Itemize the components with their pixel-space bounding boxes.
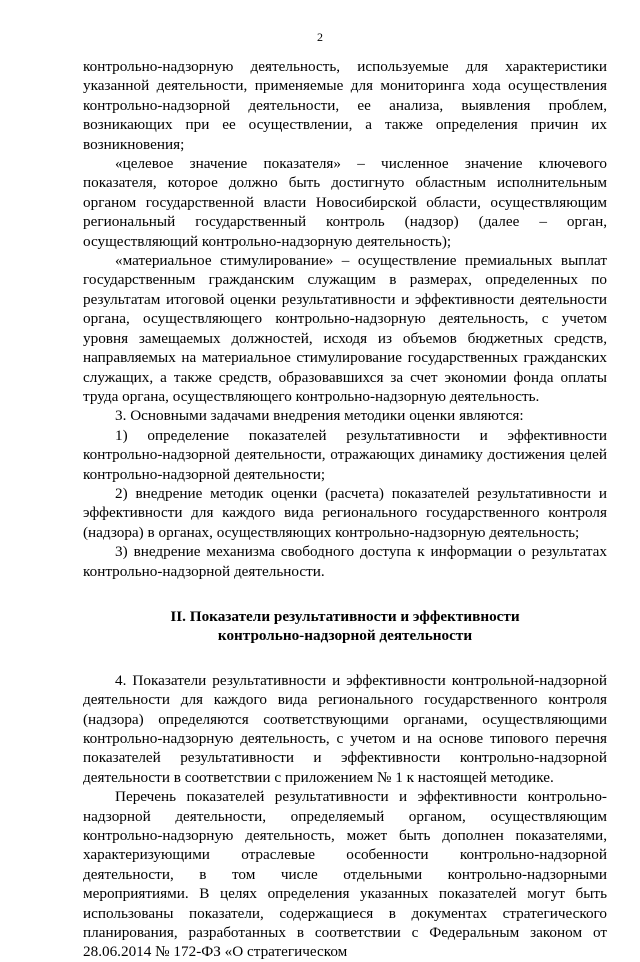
body-text <box>83 57 607 962</box>
paragraph-list-extension: Перечень показателей результативности и эффективности контрольно-надзорной деятельности, определяемый органом, осуществляющим контрольно-надзорную деятельность, может быть дополнен показателями, характеризующими отраслевые особенности контрольно-надзорной деятельности, в том числе отдельными контрольно-надзорными мероприятиями. В целях определения указанных показателей могут быть использованы показатели, содержащиеся в документах стратегического планирования, разработанных в соответствии с Федеральным законом от 28.06.2014 № 172-ФЗ «О стратегическом <box>83 788 607 961</box>
paragraph-item-4: 4. Показатели результативности и эффективности контрольной-надзорной деятельности для каждого вида регионального государственного контроля (надзора) определяются соответствующими органами, осуществляющими контрольно-надзорную деятельность, с учетом и на основе типового перечня показателей результативности и эффективности контрольно-надзорной деятельности в соответствии с приложением № 1 к настоящей методике. <box>83 671 607 786</box>
paragraph-material-incentive-definition: «материальное стимулирование» – осуществление премиальных выплат государственным гражданским служащим в размерах, определенных по результатам итоговой оценки результативности и эффективности деятельности органа, осуществляющего контрольно-надзорную деятельность, с учетом уровня замещаемых должностей, исходя из объемов бюджетных средств, направляемых на материальное стимулирование государственных гражданских служащих, а также средств, образовавшихся за счет экономии фонда оплаты труда органа, осуществляющего контрольно-надзорную деятельность. <box>83 252 607 405</box>
paragraph-task-1: 1) определение показателей результативности и эффективности контрольно-надзорной деятельности, отражающих динамику достижения целей контрольно-надзорной деятельности; <box>83 426 607 483</box>
section-heading <box>83 607 607 646</box>
paragraph-task-2: 2) внедрение методик оценки (расчета) показателей результативности и эффективности для каждого вида регионального государственного контроля (надзора) в органах, осуществляющих контрольно-надзорную деятельность; <box>83 484 607 541</box>
paragraph-continuation: контрольно-надзорную деятельность, используемые для характеристики указанной деятельности, применяемые для мониторинга хода осуществления контрольно-надзорной деятельности, ее анализа, выявления проблем, возникающих при ее осуществлении, а также определения причин их возникновения; <box>83 58 607 153</box>
section-heading-line-1: II. Показатели результативности и эффективности <box>170 607 520 625</box>
paragraph-task-3: 3) внедрение механизма свободного доступа к информации о результатах контрольно-надзорной деятельности. <box>83 543 607 580</box>
paragraph-target-value-definition: «целевое значение показателя» – численное значение ключевого показателя, которое должно быть достигнуто областным исполнительным органом государственной власти Новосибирской области, осуществляющим региональный государственный контроль (надзор) (далее – орган, осуществляющий контрольно-надзорную деятельность); <box>83 155 607 250</box>
page-number: 2 <box>317 30 323 44</box>
section-heading-line-2: контрольно-надзорной деятельности <box>217 627 473 645</box>
paragraph-main-tasks-intro: 3. Основными задачами внедрения методики оценки являются: <box>115 407 524 425</box>
